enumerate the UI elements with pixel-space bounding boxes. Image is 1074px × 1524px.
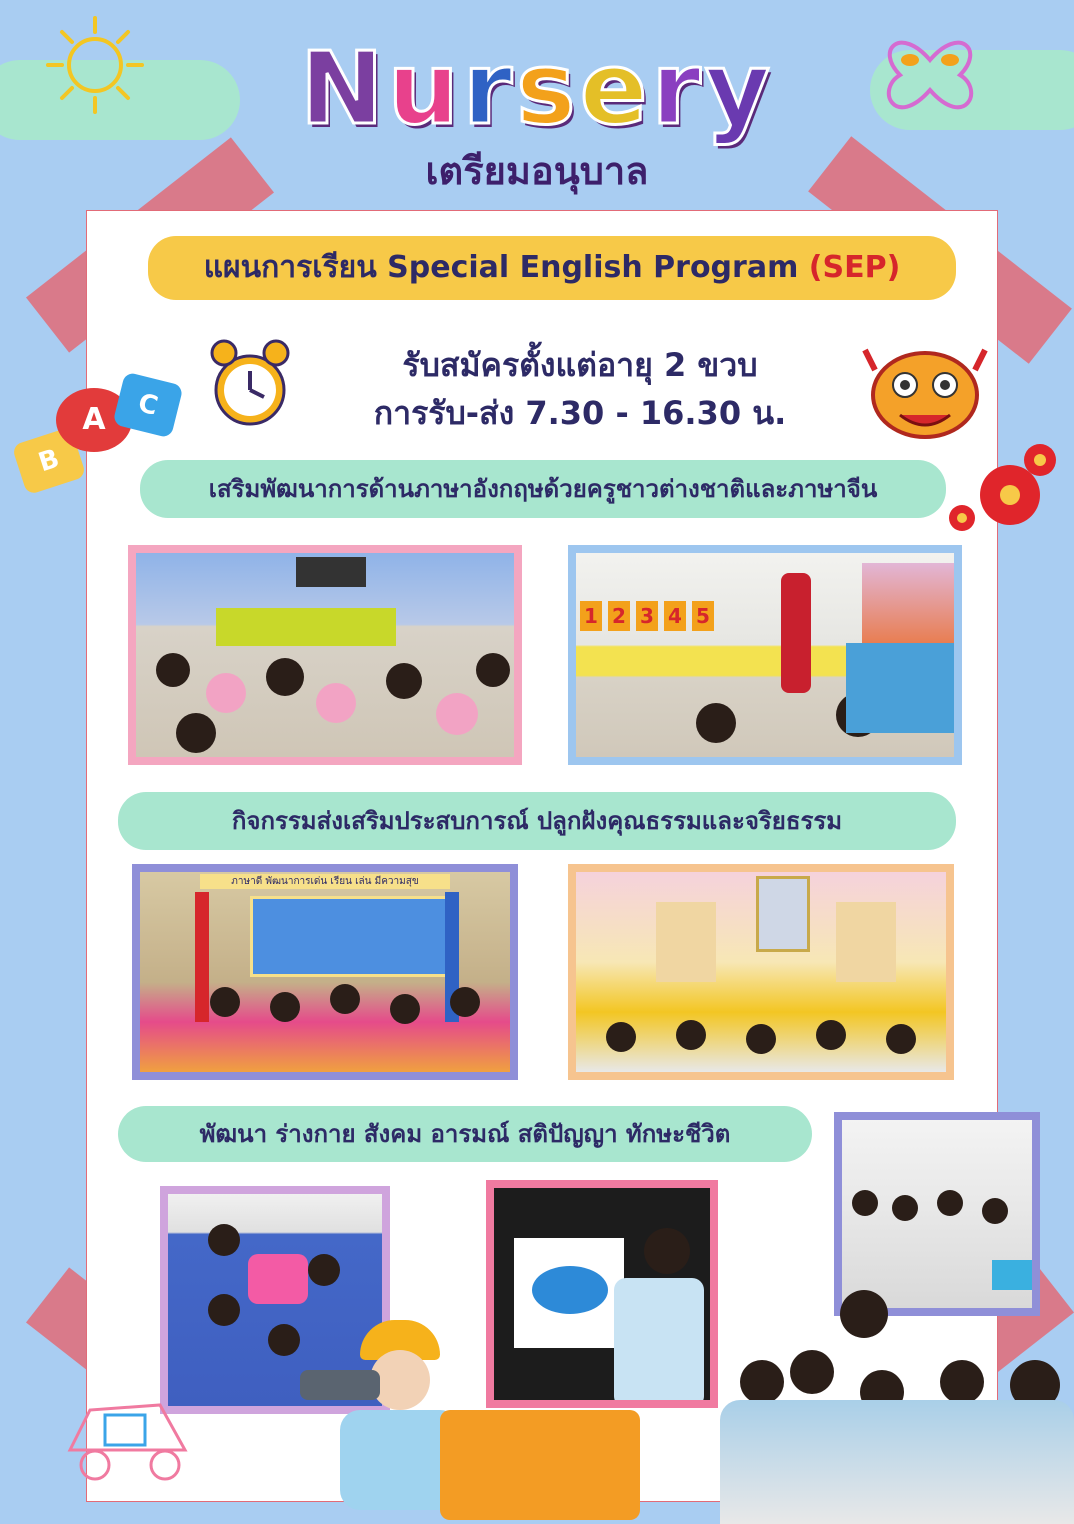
alarm-clock-icon: [200, 335, 300, 435]
title-letter: e: [579, 30, 652, 147]
title-letter: N: [299, 30, 388, 147]
event-banner: ภาษาดี พัฒนาการเด่น เรียน เล่น มีความสุข: [200, 874, 450, 889]
photo-crafts-table: [834, 1112, 1040, 1316]
number-card: 5: [692, 601, 714, 631]
flower-icon: [940, 440, 1070, 540]
program-accent: (SEP): [808, 250, 901, 285]
abc-bubble-a: A: [56, 388, 132, 452]
lion-dance-icon: [860, 340, 990, 450]
toy-basket: [440, 1410, 640, 1520]
car-doodle-icon: [60, 1380, 200, 1490]
photo-whale-board: [486, 1180, 718, 1408]
group-of-kids: [720, 1290, 1074, 1524]
photo-number-lesson: [568, 545, 962, 765]
section-language-pill: [140, 460, 946, 518]
photo-ceremony: [568, 864, 954, 1080]
title-letter: y: [704, 30, 775, 147]
section-activities-pill: [118, 792, 956, 850]
nursery-title: [0, 30, 1074, 147]
page-subtitle: เตรียมอนุบาล: [425, 149, 649, 193]
section-activities-label: กิจกรรมส่งเสริมประสบการณ์ ปลูกฝังคุณธรรมและจริยธรรม: [231, 807, 843, 835]
age-requirement: รับสมัครตั้งแต่อายุ 2 ขวบ: [402, 346, 758, 384]
title-letter: s: [516, 30, 580, 147]
abc-bubble-c: C: [112, 372, 183, 439]
section-development-pill: [118, 1106, 812, 1162]
section-development-label: พัฒนา ร่างกาย สังคม อารมณ์ สติปัญญา ทักษะชีวิต: [199, 1120, 731, 1148]
number-cards: [580, 601, 714, 631]
abc-bubble-b: B: [11, 427, 86, 496]
photo-school-event: [132, 864, 518, 1080]
number-card: 1: [580, 601, 602, 631]
number-card: 4: [664, 601, 686, 631]
number-card: 2: [608, 601, 630, 631]
section-language-label: เสริมพัฒนาการด้านภาษาอังกฤษด้วยครูชาวต่างชาติและภาษาจีน: [208, 475, 878, 503]
pickup-time: การรับ-ส่ง 7.30 - 16.30 น.: [373, 394, 787, 432]
title-letter: r: [651, 30, 705, 147]
title-letter: r: [462, 30, 517, 147]
program-label: แผนการเรียน Special English Program: [203, 250, 809, 285]
title-letter: u: [387, 30, 463, 147]
number-card: 3: [636, 601, 658, 631]
photo-classroom-circle: [128, 545, 522, 765]
program-pill: [148, 236, 956, 300]
